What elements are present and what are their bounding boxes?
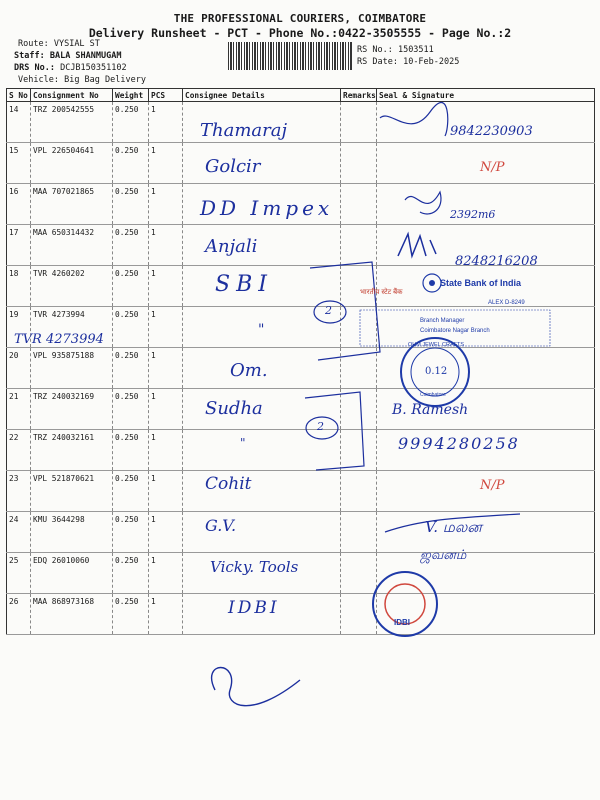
consignment-value: TRZ 240032169 — [33, 392, 95, 401]
weight-value: 0.250 — [115, 515, 139, 524]
consignment-value: VPL 226504641 — [33, 146, 95, 155]
cell-weight — [113, 102, 149, 143]
cell-consignment — [31, 594, 113, 635]
cell-pcs — [149, 307, 183, 348]
cell-consignment — [31, 102, 113, 143]
weight-value: 0.250 — [115, 228, 139, 237]
consignment-value: TVR 4260202 — [33, 269, 85, 278]
table-row — [7, 553, 595, 594]
remarks-cell — [341, 184, 377, 225]
cell-pcs — [149, 389, 183, 430]
cell-sno — [7, 553, 31, 594]
pcs-value: 1 — [151, 474, 156, 483]
pcs-value: 1 — [151, 351, 156, 360]
signature-cell — [377, 594, 595, 635]
remarks-cell — [341, 471, 377, 512]
drs-value: DCJB150351102 — [60, 63, 127, 73]
staff-label: Staff: — [14, 51, 45, 61]
cell-sno — [7, 225, 31, 266]
cell-consignment — [31, 225, 113, 266]
circle-number-1: 2 — [325, 304, 332, 317]
cell-weight — [113, 348, 149, 389]
idbi-stamp-text: IDBI — [394, 618, 410, 627]
hw-consignee-21: Sudha — [205, 398, 263, 419]
sno-value: 17 — [9, 228, 19, 237]
hw-consignee-26: IDBI — [228, 598, 280, 618]
col-header-remarks: Remarks — [341, 89, 377, 102]
hw-signature-24: V. மலன — [425, 518, 482, 536]
pcs-value: 1 — [151, 269, 156, 278]
cell-pcs — [149, 102, 183, 143]
cell-consignment — [31, 389, 113, 430]
pcs-value: 1 — [151, 433, 156, 442]
pcs-value: 1 — [151, 310, 156, 319]
staff-value: BALA SHANMUGAM — [49, 51, 122, 61]
vehicle-line — [18, 75, 146, 85]
pcs-value: 1 — [151, 515, 156, 524]
cell-weight — [113, 430, 149, 471]
route-line — [18, 39, 100, 49]
cell-sno — [7, 102, 31, 143]
hw-consignee-25: Vicky. Tools — [210, 558, 299, 576]
pcs-value: 1 — [151, 187, 156, 196]
sno-value: 20 — [9, 351, 19, 360]
vehicle-value: Big Bag Delivery — [64, 75, 146, 85]
cell-pcs — [149, 266, 183, 307]
pcs-value: 1 — [151, 228, 156, 237]
consignment-value: VPL 935875188 — [33, 351, 95, 360]
staff-line — [14, 51, 122, 61]
cell-weight — [113, 389, 149, 430]
cell-pcs — [149, 512, 183, 553]
cell-weight — [113, 471, 149, 512]
consignment-value: MAA 650314432 — [33, 228, 95, 237]
sbi-stamp-name: State Bank of India — [440, 278, 522, 288]
barcode — [228, 42, 352, 70]
consignment-value: TRZ 200542555 — [33, 105, 95, 114]
sno-value: 26 — [9, 597, 19, 606]
hw-consignee-14: Thamaraj — [200, 120, 288, 141]
weight-value: 0.250 — [115, 146, 139, 155]
hw-consignee-24: G.V. — [205, 516, 237, 535]
cell-sno — [7, 266, 31, 307]
om-stamp-center: 0.12 — [425, 366, 448, 377]
consignment-value: TVR 4273994 — [33, 310, 85, 319]
consignment-value: MAA 868973168 — [33, 597, 95, 606]
weight-value: 0.250 — [115, 269, 139, 278]
cell-consignment — [31, 143, 113, 184]
cell-pcs — [149, 143, 183, 184]
remarks-cell — [341, 348, 377, 389]
col-header-signature: Seal & Signature — [377, 89, 595, 102]
pcs-value: 1 — [151, 105, 156, 114]
weight-value: 0.250 — [115, 556, 139, 565]
cell-sno — [7, 143, 31, 184]
remarks-cell — [341, 553, 377, 594]
weight-value: 0.250 — [115, 351, 139, 360]
rs-date-label: RS Date: — [357, 57, 398, 67]
cell-consignment — [31, 184, 113, 225]
hw-signature-14: 9842230903 — [450, 124, 533, 139]
hw-signature-16: 2392m6 — [450, 208, 496, 221]
sno-value: 16 — [9, 187, 19, 196]
hw-consignee-22: " — [240, 436, 246, 450]
cell-pcs — [149, 594, 183, 635]
sno-value: 23 — [9, 474, 19, 483]
weight-value: 0.250 — [115, 310, 139, 319]
table-header-row — [7, 89, 595, 102]
cell-sno — [7, 512, 31, 553]
remarks-cell — [341, 430, 377, 471]
sbi-stamp-id: ALEX D-8249 — [488, 300, 525, 306]
remarks-cell — [341, 143, 377, 184]
hw-signature-17: 8248216208 — [455, 254, 538, 269]
cell-weight — [113, 184, 149, 225]
rs-date-line — [357, 57, 459, 67]
sbi-stamp-hindi: भारतीय स्टेट बैंक — [360, 289, 403, 296]
table-row — [7, 594, 595, 635]
pcs-value: 1 — [151, 556, 156, 565]
table-row — [7, 348, 595, 389]
cell-consignment — [31, 430, 113, 471]
cell-sno — [7, 471, 31, 512]
signature-cell — [377, 553, 595, 594]
hw-consignee-19: " — [258, 322, 265, 338]
cell-weight — [113, 512, 149, 553]
cell-sno — [7, 389, 31, 430]
sbi-stamp-role: Branch Manager — [420, 318, 465, 324]
cell-sno — [7, 594, 31, 635]
consignment-value: VPL 521870621 — [33, 474, 95, 483]
cell-pcs — [149, 184, 183, 225]
pcs-value: 1 — [151, 597, 156, 606]
col-header-consignment: Consignment No — [31, 89, 113, 102]
consignee-cell — [183, 430, 341, 471]
col-header-pcs: PCS — [149, 89, 183, 102]
consignment-value: MAA 707021865 — [33, 187, 95, 196]
sno-value: 25 — [9, 556, 19, 565]
sno-value: 22 — [9, 433, 19, 442]
weight-value: 0.250 — [115, 433, 139, 442]
signature-cell — [377, 512, 595, 553]
col-header-weight: Weight — [113, 89, 149, 102]
pcs-value: 1 — [151, 392, 156, 401]
weight-value: 0.250 — [115, 474, 139, 483]
hw-consignee-18: SBI — [215, 272, 273, 297]
table-row — [7, 512, 595, 553]
table-row — [7, 143, 595, 184]
col-header-sno: S No — [7, 89, 31, 102]
consignment-value: EDQ 26010060 — [33, 556, 90, 565]
hw-tvr-note: TVR 4273994 — [14, 332, 104, 347]
weight-value: 0.250 — [115, 597, 139, 606]
route-label: Route: — [18, 39, 49, 49]
vehicle-label: Vehicle: — [18, 75, 59, 85]
cell-pcs — [149, 471, 183, 512]
weight-value: 0.250 — [115, 105, 139, 114]
hw-signature-23: N/P — [480, 478, 505, 493]
remarks-cell — [341, 594, 377, 635]
cell-pcs — [149, 553, 183, 594]
cell-weight — [113, 225, 149, 266]
cell-weight — [113, 143, 149, 184]
rs-no-value: 1503511 — [397, 45, 434, 55]
sno-value: 21 — [9, 392, 19, 401]
cell-consignment — [31, 471, 113, 512]
bottom-scribble — [212, 668, 300, 706]
remarks-cell — [341, 389, 377, 430]
cell-consignment — [31, 266, 113, 307]
cell-sno — [7, 348, 31, 389]
om-stamp-ring-text: OHM JEWEL CRAFTS — [408, 342, 465, 348]
table-row — [7, 471, 595, 512]
remarks-cell — [341, 266, 377, 307]
remarks-cell — [341, 225, 377, 266]
cell-consignment — [31, 348, 113, 389]
consignment-value: TRZ 240032161 — [33, 433, 95, 442]
remarks-cell — [341, 307, 377, 348]
om-stamp-city: Coimbatore — [420, 392, 446, 398]
weight-value: 0.250 — [115, 187, 139, 196]
hw-signature-21: B. Ramesh — [392, 402, 469, 418]
hw-signature-25: ஜவனம் — [420, 548, 467, 563]
hw-consignee-17: Anjali — [205, 236, 258, 257]
hw-consignee-16: DD Impex — [200, 196, 334, 220]
cell-weight — [113, 553, 149, 594]
cell-weight — [113, 594, 149, 635]
cell-pcs — [149, 348, 183, 389]
rs-date-value: 10-Feb-2025 — [403, 57, 460, 67]
sno-value: 19 — [9, 310, 19, 319]
hw-signature-15: N/P — [480, 160, 505, 175]
route-value: VYSIAL ST — [53, 39, 100, 49]
consignment-value: KMU 3644298 — [33, 515, 85, 524]
company-title: THE PROFESSIONAL COURIERS, COIMBATORE — [173, 12, 427, 25]
cell-weight — [113, 307, 149, 348]
cell-weight — [113, 266, 149, 307]
rs-no-line — [357, 45, 434, 55]
sno-value: 18 — [9, 269, 19, 278]
hw-consignee-15: Golcir — [205, 156, 261, 177]
remarks-cell — [341, 102, 377, 143]
drs-line — [14, 63, 127, 73]
cell-pcs — [149, 225, 183, 266]
hw-consignee-23: Cohit — [205, 474, 252, 494]
runsheet-table — [6, 88, 595, 635]
cell-consignment — [31, 553, 113, 594]
sno-value: 24 — [9, 515, 19, 524]
weight-value: 0.250 — [115, 392, 139, 401]
rs-no-label: RS No.: — [357, 45, 393, 55]
hw-consignee-20: Om. — [230, 360, 268, 381]
circle-number-2: 2 — [317, 420, 324, 433]
hw-signature-22: 9994280258 — [398, 434, 520, 453]
sbi-stamp-branch: Coimbatore Nagar Branch — [420, 328, 490, 334]
pcs-value: 1 — [151, 146, 156, 155]
cell-sno — [7, 430, 31, 471]
table-row — [7, 389, 595, 430]
signature-cell — [377, 348, 595, 389]
col-header-consignee: Consignee Details — [183, 89, 341, 102]
runsheet-subtitle: Delivery Runsheet - PCT - Phone No.:0422-3505555 - Page No.:2 — [88, 26, 512, 40]
sno-value: 15 — [9, 146, 19, 155]
cell-consignment — [31, 512, 113, 553]
sno-value: 14 — [9, 105, 19, 114]
cell-sno — [7, 184, 31, 225]
drs-label: DRS No.: — [14, 63, 55, 73]
remarks-cell — [341, 512, 377, 553]
cell-pcs — [149, 430, 183, 471]
